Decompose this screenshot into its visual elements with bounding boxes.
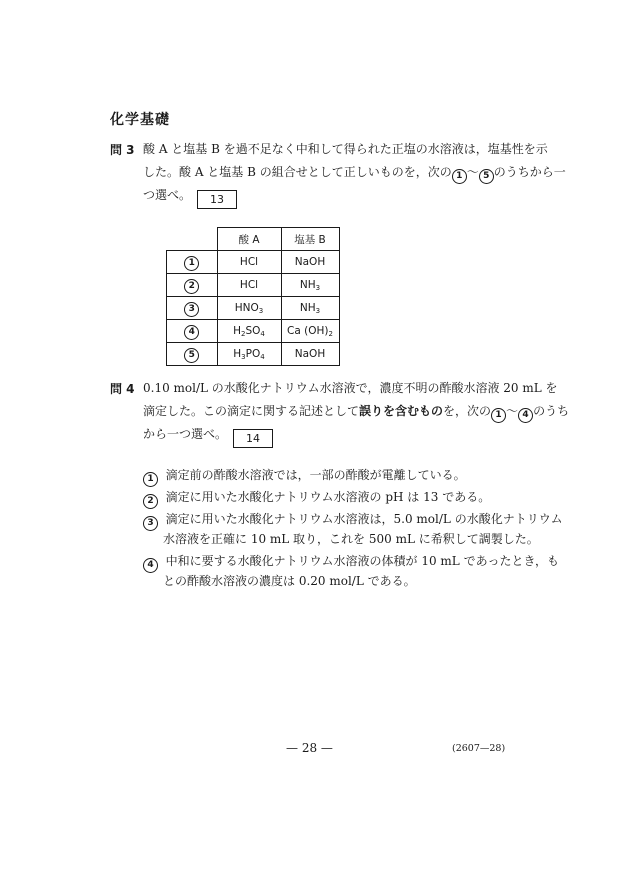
q4-line3 [143,426,273,448]
choice-text: 中和に要する水酸化ナトリウム水溶液の体積が 10 mL であったとき，も [165,554,559,568]
q3-line2 [143,164,566,184]
choice-3-cont: 水溶液を正確に 10 mL 取り，これを 500 mL に希釈して調製した。 [163,532,539,546]
q3-answer-table [166,227,340,366]
circled-number-icon: 1 [184,256,199,271]
circled-number-icon: 5 [479,169,494,184]
q3-line3-text: つ選べ。 [143,188,192,202]
choice-3 [143,511,563,531]
table-row [167,251,340,274]
tilde: 〜 [506,404,519,418]
table-row [167,297,340,320]
q4-label: 問 4 [110,382,135,396]
tilde: 〜 [466,165,479,179]
table-cell-acid: HCl [217,274,281,297]
choice-4 [143,553,559,573]
answer-box-13: 13 [197,190,237,209]
q4-line2-mid: を，次の [443,404,492,418]
circled-number-icon: 2 [184,279,199,294]
q4-line2 [143,403,569,423]
table-cell-acid: $HNO_3$ [217,297,281,320]
circled-number-icon: 5 [184,348,199,363]
exam-code: (2607—28) [452,743,506,754]
table-corner [167,228,218,251]
table-header-row [167,228,340,251]
table-cell-acid: $H_3PO_4$ [217,343,281,366]
circled-number-icon: 1 [143,472,158,487]
q3-label: 問 3 [110,143,135,157]
page-number: — 28 — [286,741,333,755]
choice-text: 滴定前の酢酸水溶液では，一部の酢酸が電離している。 [165,468,466,482]
answer-box-14: 14 [233,429,273,448]
choice-text: 滴定に用いた水酸化ナトリウム水溶液の pH は 13 である。 [165,490,491,504]
table-cell-base: Ca $(OH)_2$ [281,320,339,343]
circled-number-icon: 1 [452,169,467,184]
circled-number-icon: 2 [143,494,158,509]
choice-2 [143,489,490,509]
q4-line2-end: のうち [533,404,570,418]
choice-4-cont: との酢酸水溶液の濃度は 0.20 mol/L である。 [163,574,416,588]
choice-1 [143,467,466,487]
table-cell-base: NaOH [281,251,339,274]
section-title: 化学基礎 [110,112,170,128]
q4-line2-text: 滴定した。この滴定に関する記述として [143,404,360,418]
table-cell-acid: HCl [217,251,281,274]
choice-text: 滴定に用いた水酸化ナトリウム水溶液は，5.0 mol/L の水酸化ナトリウム [165,512,563,526]
q4-line1: 0.10 mol/L の水酸化ナトリウム水溶液で，濃度不明の酢酸水溶液 20 mL を [143,381,558,395]
table-header-base: 塩基 B [281,228,339,251]
q4-emphasis: 誤りを含むもの [359,404,444,418]
q4-line3-text: から一つ選べ。 [143,427,228,441]
table-row [167,274,340,297]
circled-number-icon: 4 [184,325,199,340]
q3-line2-end: のうちから一 [493,165,566,179]
q3-line2-text: した。酸 A と塩基 B の組合せとして正しいものを，次の [143,165,452,179]
circled-number-icon: 3 [184,302,199,317]
table-cell-base: $NH_3$ [281,297,339,320]
table-header-acid: 酸 A [217,228,281,251]
q3-line3 [143,187,237,209]
table-cell-acid: $H_2SO_4$ [217,320,281,343]
table-row [167,343,340,366]
circled-number-icon: 3 [143,516,158,531]
table-cell-base: $NH_3$ [281,274,339,297]
q3-line1: 酸 A と塩基 B を過不足なく中和して得られた正塩の水溶液は，塩基性を示 [143,142,548,156]
circled-number-icon: 1 [491,408,506,423]
circled-number-icon: 4 [518,408,533,423]
circled-number-icon: 4 [143,558,158,573]
table-row [167,320,340,343]
table-cell-base: NaOH [281,343,339,366]
